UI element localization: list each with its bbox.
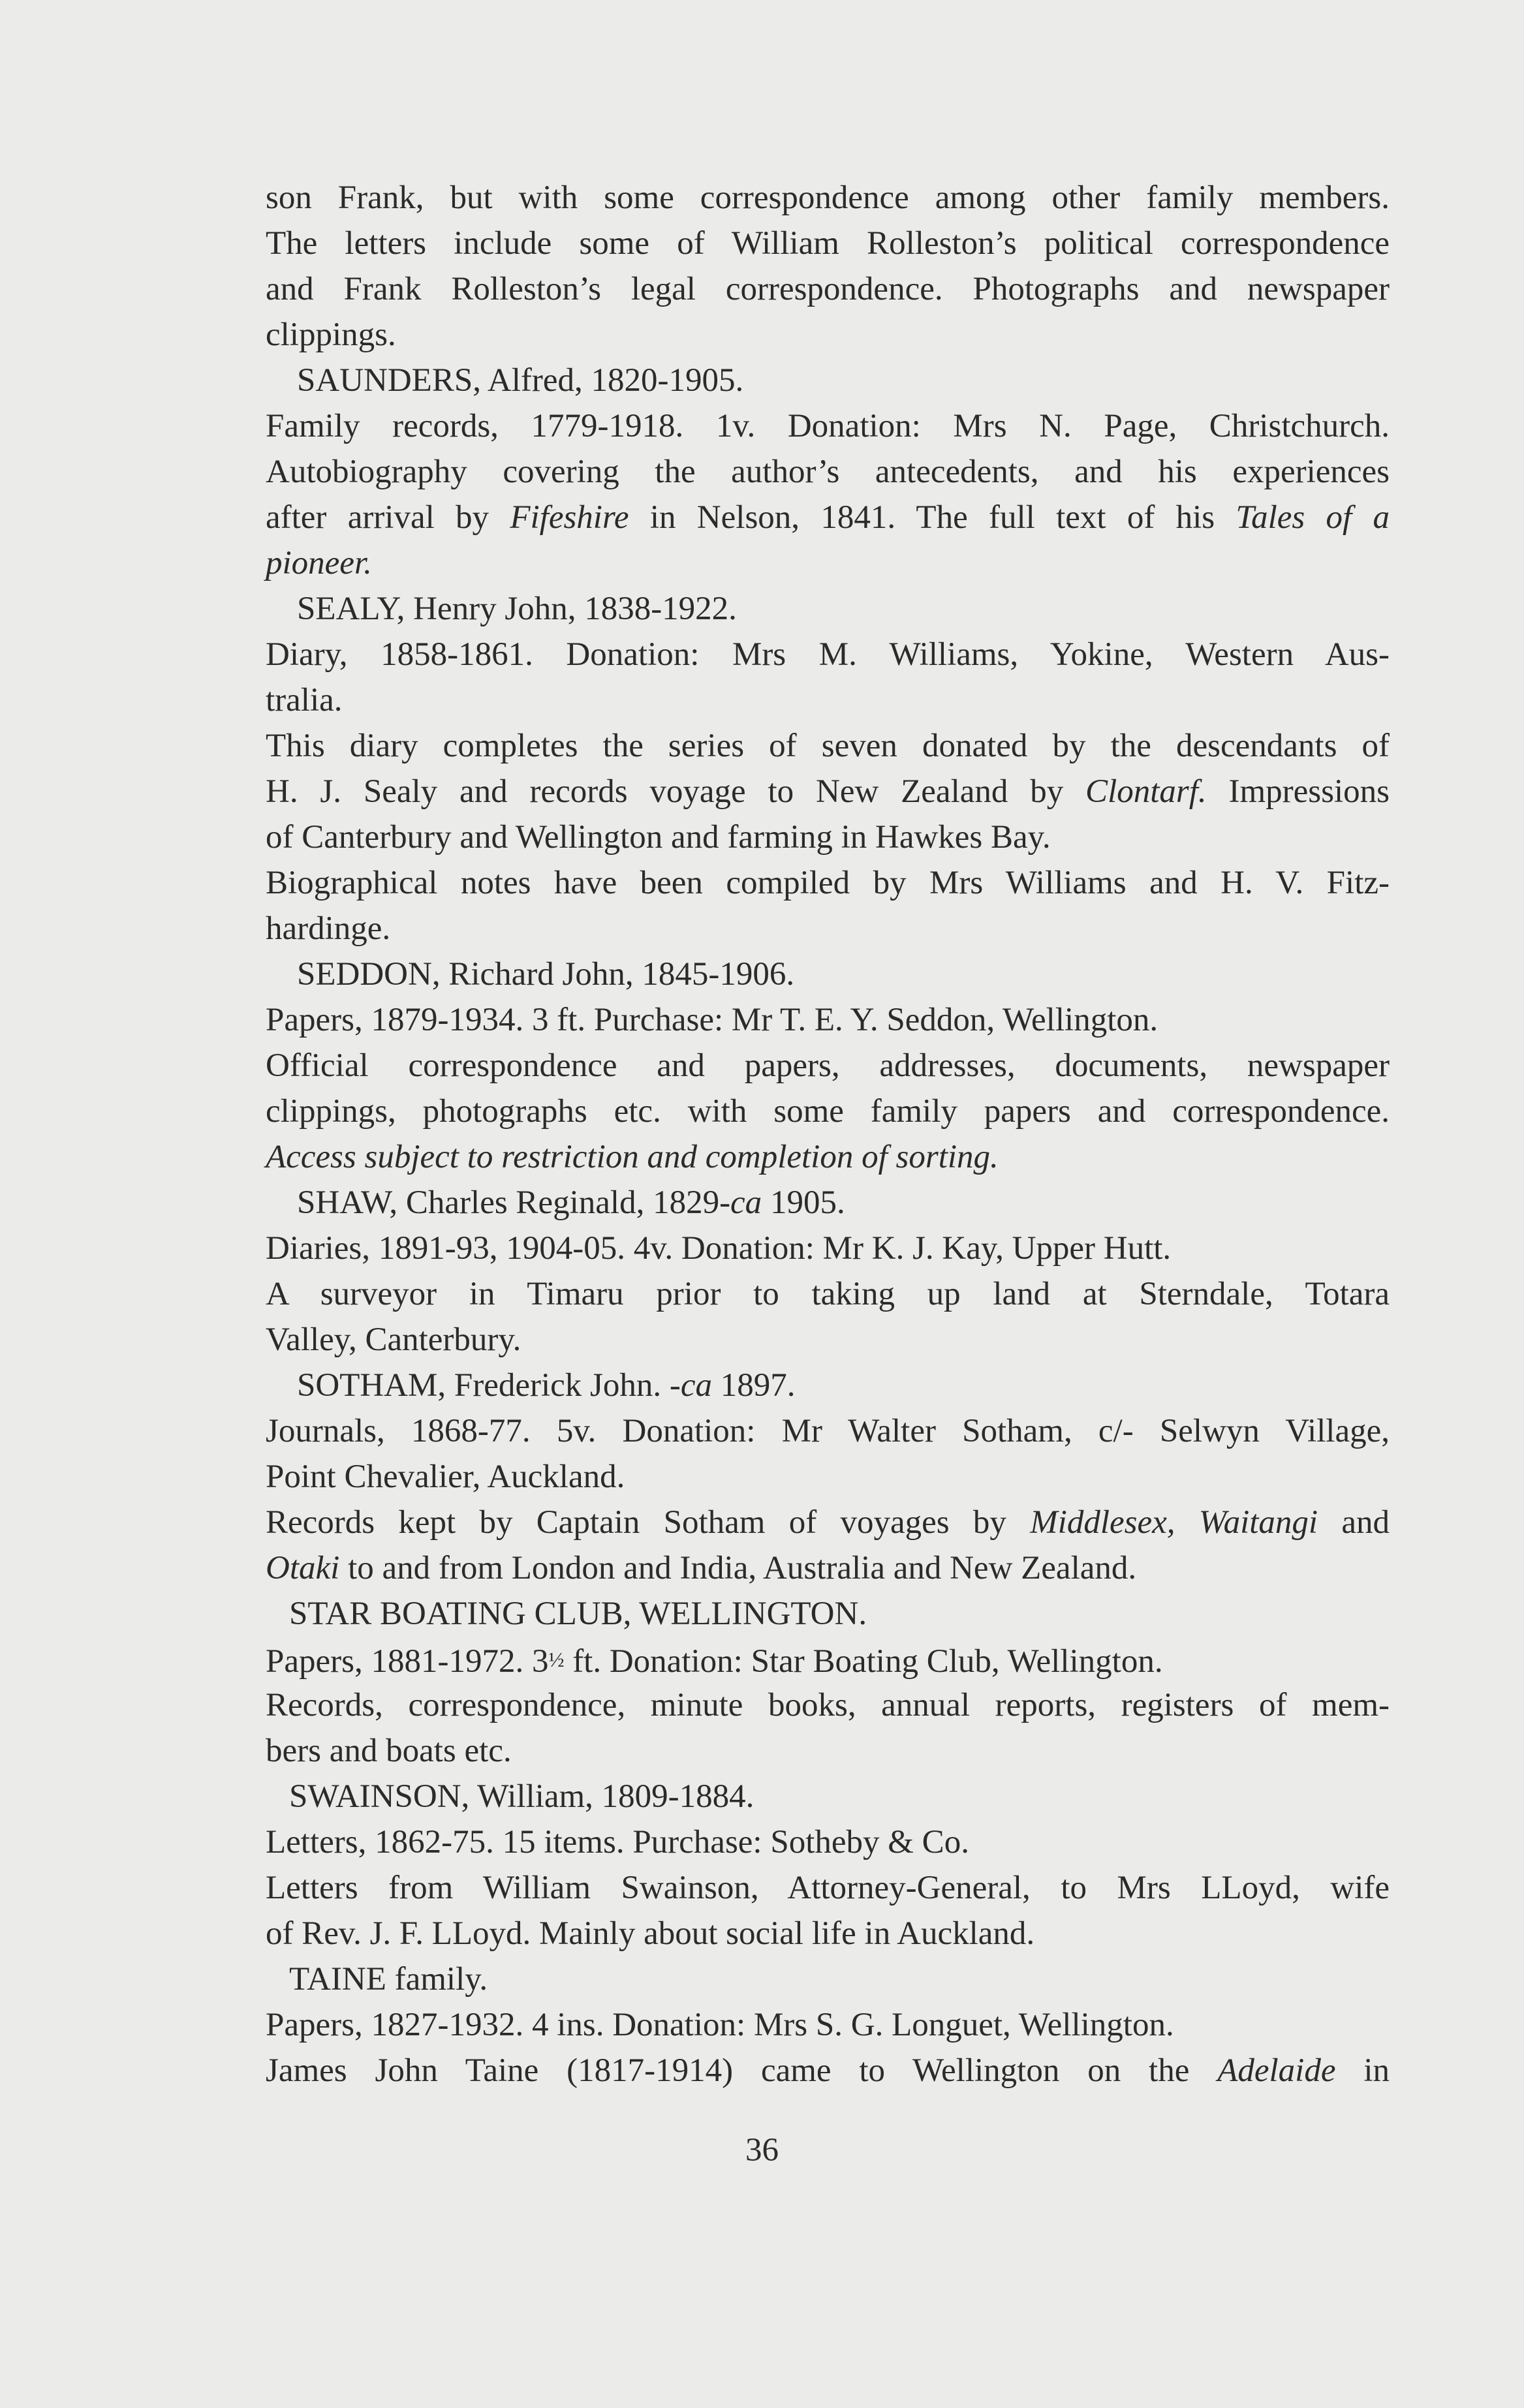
- text-line: Official correspondence and papers, addresses, documents, newspaper: [266, 1047, 1390, 1084]
- text-run: in Nelson, 1841. The full text of his: [629, 499, 1236, 536]
- text-line: Diary, 1858-1861. Donation: Mrs M. Williams, Yokine, Western Aus-: [266, 636, 1390, 673]
- text-run: SHAW, Charles Reginald, 1829-: [297, 1184, 731, 1221]
- text-line: of Rev. J. F. LLoyd. Mainly about social life in Auckland.: [266, 1915, 1035, 1952]
- text-run: James John Taine (1817-1914) came to Wellington on the: [266, 2052, 1218, 2089]
- ship-name: Otaki: [266, 1550, 340, 1586]
- text-line: Journals, 1868-77. 5v. Donation: Mr Walter Sotham, c/- Selwyn Village,: [266, 1413, 1390, 1449]
- text-line: clippings.: [266, 316, 396, 353]
- text-line: [266, 1500, 1390, 1545]
- ship-names: Middlesex, Waitangi: [1030, 1504, 1318, 1541]
- text-line: Family records, 1779-1918. 1v. Donation: Mrs N. Page, Christchurch.: [266, 408, 1390, 444]
- fraction-half: ½: [548, 1648, 565, 1671]
- ship-name: Clontarf.: [1085, 773, 1207, 810]
- text-run: to and from London and India, Australia and New Zealand.: [339, 1550, 1137, 1586]
- text-line: tralia.: [266, 682, 343, 718]
- page-number: 36: [745, 2132, 779, 2169]
- text-line: Diaries, 1891-93, 1904-05. 4v. Donation: Mr K. J. Kay, Upper Hutt.: [266, 1230, 1172, 1267]
- text-line: [266, 2048, 1390, 2093]
- text-line: Letters, 1862-75. 15 items. Purchase: Sotheby & Co.: [266, 1824, 969, 1860]
- text-run: Papers, 1881-1972. 3: [266, 1643, 549, 1680]
- entry-heading-saunders: SAUNDERS, Alfred, 1820-1905.: [297, 362, 744, 399]
- text-run: 1897.: [712, 1367, 796, 1404]
- text-line: [266, 1637, 1390, 1682]
- entry-heading-star-boating-club: STAR BOATING CLUB, WELLINGTON.: [289, 1596, 867, 1632]
- entry-heading-seddon: SEDDON, Richard John, 1845-1906.: [297, 956, 795, 993]
- text-line: of Canterbury and Wellington and farming in Hawkes Bay.: [266, 819, 1051, 856]
- catalogue-text: [266, 175, 1390, 2093]
- text-run: ft. Donation: Star Boating Club, Wellington.: [564, 1643, 1163, 1680]
- text-line: Valley, Canterbury.: [266, 1321, 521, 1358]
- text-run: Records kept by Captain Sotham of voyages by: [266, 1504, 1031, 1541]
- entry-heading-sealy: SEALY, Henry John, 1838-1922.: [297, 591, 737, 627]
- text-run: after arrival by: [266, 499, 510, 536]
- circa-abbrev: ca: [680, 1367, 712, 1404]
- entry-heading-shaw: [266, 1180, 1390, 1226]
- entry-heading-taine: TAINE family.: [289, 1961, 488, 1998]
- text-line: bers and boats etc.: [266, 1733, 512, 1769]
- book-title: Tales of a: [1236, 499, 1390, 536]
- text-line: clippings, photographs etc. with some family papers and correspondence.: [266, 1093, 1390, 1130]
- entry-heading-sotham: [266, 1363, 1390, 1408]
- text-line: Point Chevalier, Auckland.: [266, 1459, 625, 1495]
- text-run: Impressions: [1206, 773, 1390, 810]
- text-line: [266, 769, 1390, 814]
- text-line: son Frank, but with some correspondence among other family members.: [266, 179, 1390, 216]
- text-line: Letters from William Swainson, Attorney-General, to Mrs LLoyd, wife: [266, 1870, 1390, 1906]
- text-line: hardinge.: [266, 910, 391, 947]
- text-line: Autobiography covering the author’s antecedents, and his experiences: [266, 454, 1390, 490]
- entry-heading-swainson: SWAINSON, William, 1809-1884.: [289, 1778, 754, 1815]
- circa-abbrev: ca: [730, 1184, 762, 1221]
- text-run: SOTHAM, Frederick John. -: [297, 1367, 681, 1404]
- text-run: 1905.: [762, 1184, 845, 1221]
- text-line: This diary completes the series of seven donated by the descendants of: [266, 728, 1390, 764]
- text-run: H. J. Sealy and records voyage to New Zealand by: [266, 773, 1086, 810]
- text-line: [266, 495, 1390, 540]
- text-line: and Frank Rolleston’s legal correspondence. Photographs and newspaper: [266, 271, 1390, 307]
- text-line: Biographical notes have been compiled by Mrs Williams and H. V. Fitz-: [266, 865, 1390, 901]
- text-run: in: [1335, 2052, 1390, 2089]
- book-title-continued: pioneer.: [266, 545, 372, 581]
- text-line: A surveyor in Timaru prior to taking up land at Sterndale, Totara: [266, 1276, 1390, 1312]
- text-line: Papers, 1879-1934. 3 ft. Purchase: Mr T. E. Y. Seddon, Wellington.: [266, 1002, 1159, 1038]
- text-run: and: [1318, 1504, 1390, 1541]
- text-line: Records, correspondence, minute books, annual reports, registers of mem-: [266, 1687, 1390, 1723]
- text-line: The letters include some of William Rolleston’s political correspondence: [266, 225, 1390, 262]
- ship-name: Adelaide: [1217, 2052, 1336, 2089]
- access-note: Access subject to restriction and completion of sorting.: [266, 1139, 999, 1175]
- text-line: [266, 1545, 1390, 1591]
- text-line: Papers, 1827-1932. 4 ins. Donation: Mrs S. G. Longuet, Wellington.: [266, 2007, 1174, 2043]
- ship-name: Fifeshire: [510, 499, 629, 536]
